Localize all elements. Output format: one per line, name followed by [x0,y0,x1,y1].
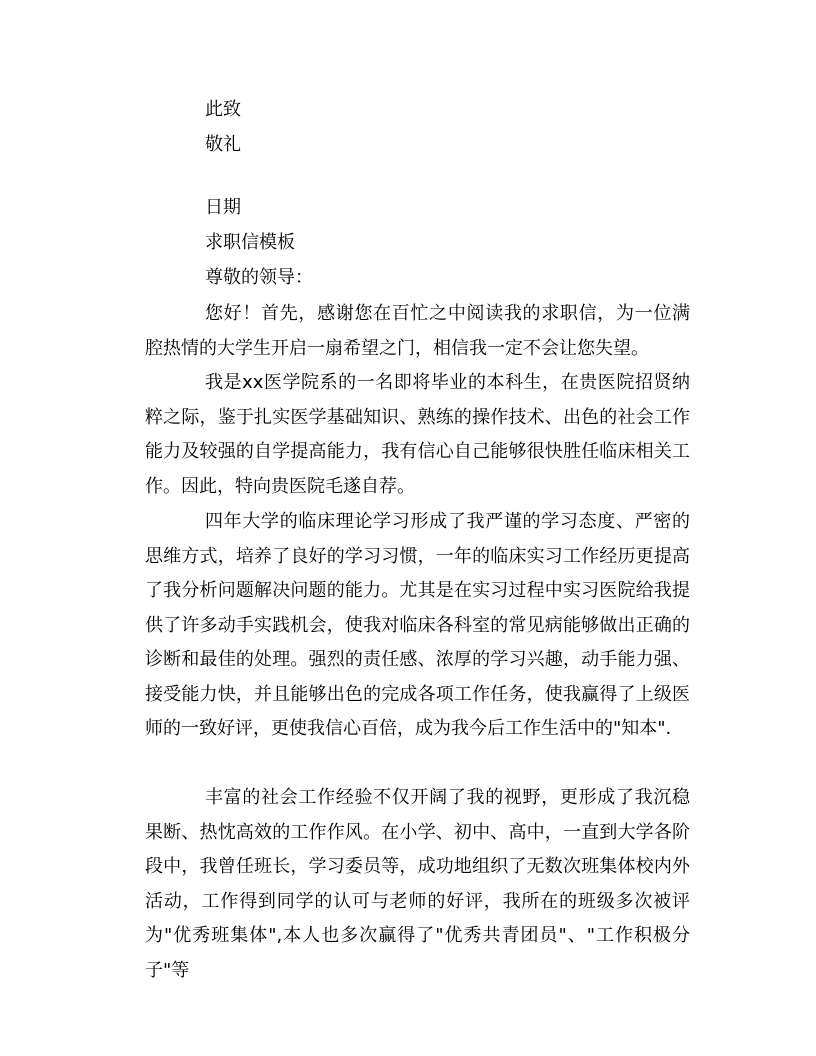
closing-salutation-2: 敬礼 [205,134,241,155]
letter-title: 求职信模板 [205,232,295,253]
paragraph-opening: 您好！首先，感谢您在百忙之中阅读我的求职信，为一位满腔热情的大学生开启一扇希望之门，相信我一定不会让您失望。 [145,303,690,359]
date-label: 日期 [205,197,241,218]
paragraph-study-experience: 四年大学的临床理论学习形成了我严谨的学习态度、严密的思维方式，培养了良好的学习习惯，一年的临床实习工作经历更提高了我分析问题解决问题的能力。尤其是在实习过程中实习医院给我提供了许多动手实践机会，使我对临床各科室的常见病能够做出正确的诊断和最佳的处理。强烈的责任感、浓厚的学习兴趣，动手能力强、接受能力快，并且能够出色的完成各项工作任务，使我赢得了上级医师的一致好评，更使我信心百倍，成为我今后工作生活中的"知本". [145,511,690,739]
paragraph-introduction: 我是xx医学院系的一名即将毕业的本科生，在贵医院招贤纳粹之际，鉴于扎实医学基础知识、熟练的操作技术、出色的社会工作能力及较强的自学提高能力，我有信心自己能够很快胜任临床相关工作。因此，特向贵医院毛遂自荐。 [145,372,690,497]
letter-greeting: 尊敬的领导： [205,267,313,288]
paragraph-social-experience: 丰富的社会工作经验不仅开阔了我的视野，更形成了我沉稳果断、热忱高效的工作作风。在小学、初中、高中，一直到大学各阶段中，我曾任班长，学习委员等，成功地组织了无数次班集体校内外活动，工作得到同学的认可与老师的好评，我所在的班级多次被评为"优秀班集体",本人也多次赢得了"优秀共青团员"、"工作积极分子"等 [145,787,690,981]
closing-salutation-1: 此致 [205,99,241,120]
